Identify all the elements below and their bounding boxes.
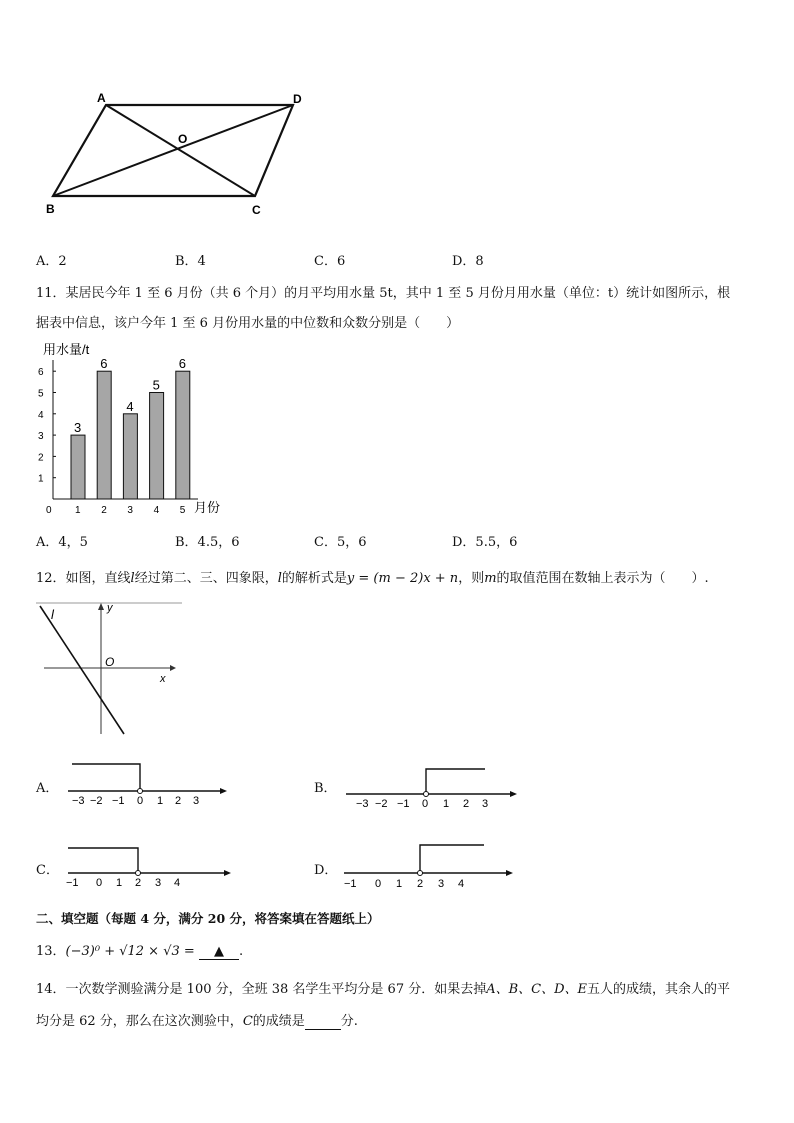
svg-text:1: 1	[116, 877, 123, 889]
vertex-b-label: B	[46, 202, 55, 216]
chart-bar	[176, 371, 190, 499]
chart-ytick-label: 1	[38, 473, 44, 485]
q13-text	[36, 940, 243, 960]
option-d-ticks	[344, 878, 464, 889]
q14-names: A、B、C、D、E	[486, 982, 588, 997]
vertex-a-label: A	[97, 91, 106, 105]
q12-mid1: 经过第二、三、四象限，	[134, 571, 278, 586]
q12-mid2: 的解析式是	[281, 571, 347, 586]
graph-label-o: O	[105, 655, 115, 669]
svg-text:−1: −1	[66, 877, 79, 889]
q13-answer-blank[interactable]: ▲	[199, 944, 239, 960]
svg-text:4: 4	[458, 878, 465, 889]
q12-m: m	[484, 571, 497, 586]
svg-text:−1: −1	[397, 798, 410, 810]
graph-label-y: y	[107, 602, 113, 614]
q13-expression: (−3)⁰ + √12 × √3 =	[65, 944, 195, 959]
svg-text:−1: −1	[344, 878, 357, 889]
q12-line-graph	[36, 598, 186, 738]
svg-text:4: 4	[174, 877, 181, 889]
q11-option-a[interactable]: A．4，5	[36, 535, 88, 550]
q12-l: l	[130, 571, 135, 586]
q13-end: .	[238, 944, 244, 959]
chart-category-label: 4	[153, 505, 160, 516]
q12-option-a-label[interactable]: A．	[36, 781, 59, 796]
q14-line1-b: 五人的成绩，其余人的平	[587, 982, 731, 997]
chart-data-label: 4	[126, 398, 134, 414]
chart-ytick-label: 2	[38, 452, 44, 464]
q10-option-b[interactable]: B．4	[175, 254, 206, 269]
q12-mid3: ，则	[458, 571, 485, 586]
chart-origin-label: 0	[46, 505, 52, 516]
chart-bar	[97, 371, 111, 499]
q10-option-d[interactable]: D．8	[452, 254, 484, 269]
svg-text:0: 0	[422, 798, 429, 810]
q12-suffix: 的取值范围在数轴上表示为（ ）.	[496, 571, 709, 586]
q14-line2	[36, 1010, 358, 1030]
chart-ytick-label: 5	[38, 388, 44, 400]
chart-category-label: 2	[101, 505, 107, 516]
parallelogram-figure	[40, 85, 320, 220]
chart-category-label: 3	[127, 505, 133, 516]
chart-data-label: 5	[152, 377, 160, 393]
q11-option-b[interactable]: B．4.5，6	[175, 535, 240, 550]
q12-option-d-label[interactable]: D．	[314, 863, 338, 878]
center-o-label: O	[178, 132, 188, 146]
svg-text:−2: −2	[90, 795, 103, 806]
q14-answer-blank[interactable]	[305, 1014, 341, 1030]
svg-text:1: 1	[396, 878, 403, 889]
svg-text:3: 3	[482, 798, 489, 810]
chart-ytick-label: 4	[38, 409, 44, 421]
svg-text:−1: −1	[112, 795, 125, 806]
q12-formula: y = (m − 2)x + n	[346, 571, 459, 586]
svg-text:1: 1	[443, 798, 450, 810]
chart-ytick-label: 6	[38, 367, 44, 379]
vertex-c-label: C	[252, 203, 261, 217]
q11-option-c[interactable]: C．5，6	[314, 535, 367, 550]
q12-option-c-label[interactable]: C．	[36, 863, 59, 878]
q14-line1	[36, 978, 730, 997]
vertex-d-label: D	[293, 92, 302, 106]
svg-text:−3: −3	[356, 798, 369, 810]
svg-text:3: 3	[193, 795, 200, 806]
option-b-ticks	[356, 798, 488, 810]
section2-title: 二、填空题（每题 4 分，满分 20 分，将答案填在答题纸上）	[36, 911, 380, 926]
q14-line2-c: 分.	[340, 1014, 358, 1029]
chart-bar	[150, 393, 164, 500]
svg-text:3: 3	[438, 878, 445, 889]
graph-line-l	[40, 606, 124, 734]
chart-data-label: 6	[178, 356, 187, 372]
water-usage-bar-chart	[30, 338, 240, 518]
chart-bar	[123, 414, 137, 499]
q10-option-c[interactable]: C．6	[314, 254, 346, 269]
q11-option-d[interactable]: D．5.5，6	[452, 535, 518, 550]
svg-text:2: 2	[417, 878, 424, 889]
chart-ytick-label: 3	[38, 431, 44, 443]
q11-text-line2: 据表中信息，该户今年 1 至 6 月份用水量的中位数和众数分别是（ ）	[36, 316, 460, 331]
option-a-ticks	[72, 795, 199, 806]
option-c-ticks	[66, 877, 180, 889]
chart-category-label: 1	[75, 505, 81, 516]
chart-xlabel: 月份	[194, 500, 221, 515]
chart-bar	[71, 435, 85, 499]
graph-label-x: x	[160, 673, 166, 685]
svg-text:−2: −2	[375, 798, 388, 810]
chart-ylabel: 用水量/t	[43, 342, 90, 357]
graph-label-l: l	[51, 607, 54, 622]
svg-text:0: 0	[96, 877, 103, 889]
chart-data-label: 6	[100, 356, 108, 372]
diagonal-ac	[106, 105, 255, 196]
q12-option-d-numberline[interactable]	[340, 839, 520, 889]
q12-option-b-numberline[interactable]	[342, 762, 522, 810]
svg-text:2: 2	[175, 795, 182, 806]
svg-text:−3: −3	[72, 795, 85, 806]
svg-text:0: 0	[375, 878, 382, 889]
svg-text:1: 1	[157, 795, 164, 806]
q14-line2-a: 均分是 62 分，那么在这次测验中，	[36, 1014, 243, 1029]
q14-line2-b: 的成绩是	[252, 1014, 305, 1029]
chart-category-label: 5	[179, 505, 186, 516]
q12-l2: l	[277, 571, 282, 586]
q12-option-b-label[interactable]: B．	[314, 781, 337, 796]
chart-data-label: 3	[74, 420, 82, 436]
q12-option-a-numberline[interactable]	[64, 758, 234, 806]
svg-text:2: 2	[135, 877, 142, 889]
q12-prefix: 12．如图，直线	[36, 571, 131, 586]
svg-text:2: 2	[463, 798, 470, 810]
q10-option-a[interactable]: A．2	[36, 254, 67, 269]
svg-text:0: 0	[137, 795, 144, 806]
q13-prefix: 13．	[36, 944, 66, 959]
q14-c: C	[242, 1014, 253, 1029]
q11-text-line1: 11．某居民今年 1 至 6 月份（共 6 个月）的月平均用水量 5t，其中 1 至 5 月份月用水量（单位：t）统计如图所示，根	[36, 286, 731, 301]
q12-text	[36, 567, 709, 586]
q12-option-c-numberline[interactable]	[64, 842, 244, 890]
q14-line1-a: 14．一次数学测验满分是 100 分，全班 38 名学生平均分是 67 分．如果去掉	[36, 982, 487, 997]
svg-text:3: 3	[155, 877, 162, 889]
diagonal-bd	[53, 105, 293, 196]
